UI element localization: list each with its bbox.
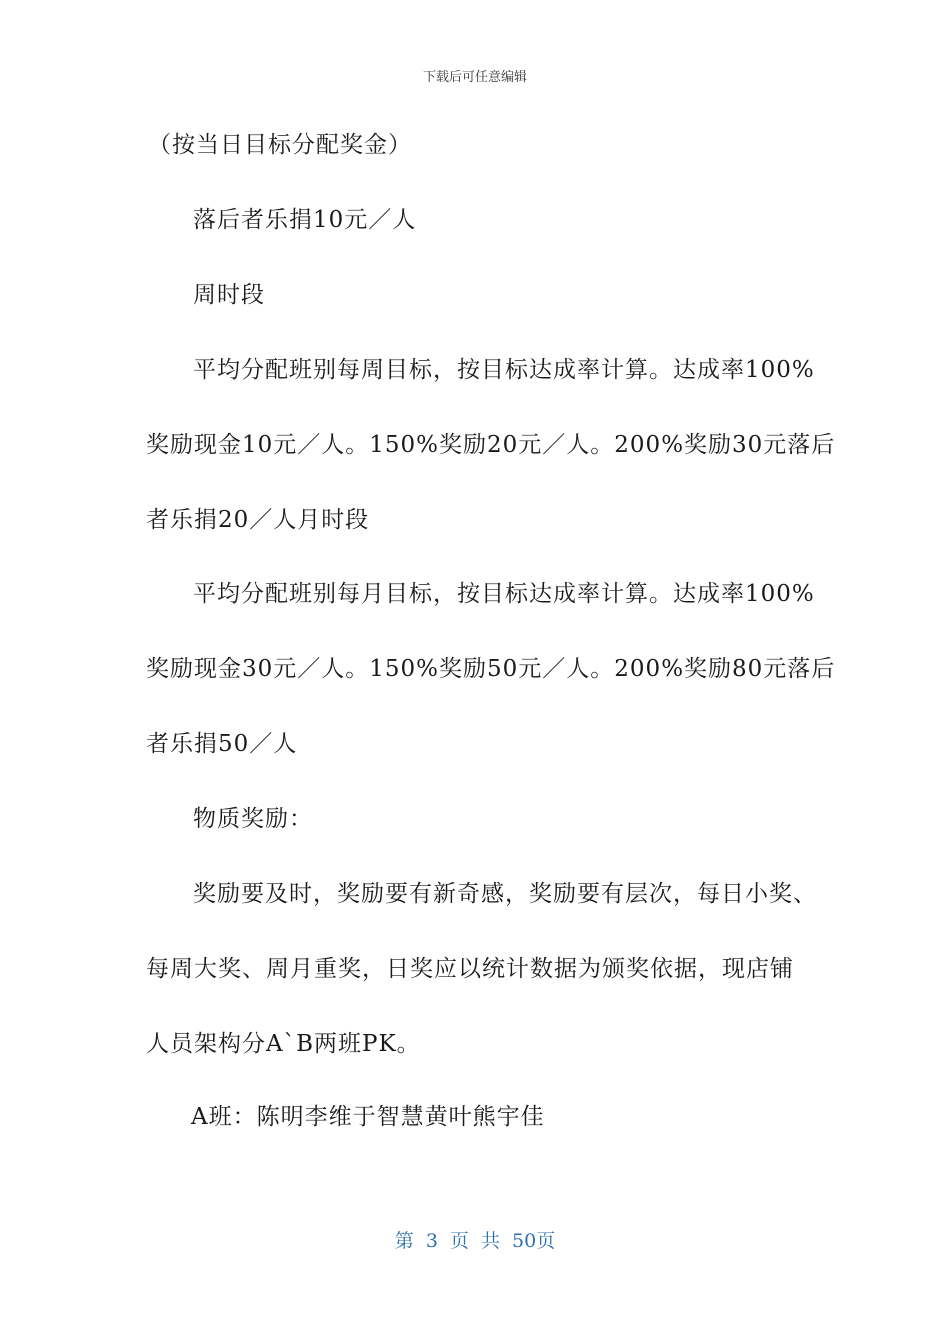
text-line: 人员架构分A`B两班PK。 [146,1031,421,1057]
text-line: （按当日目标分配奖金） [148,132,412,158]
page-number: 第 3 页 共 50页 [394,1230,556,1252]
text-line: A班：陈明李维于智慧黄叶熊宇佳 [191,1104,545,1130]
text-line: 奖励现金30元／人。150%奖励50元／人。200%奖励80元落后 [146,656,836,682]
text-line: 物质奖励： [193,806,313,832]
text-line: 奖励现金10元／人。150%奖励20元／人。200%奖励30元落后 [146,432,836,458]
text-line: 者乐捐50／人 [146,731,298,757]
text-line: 平均分配班别每周目标，按目标达成率计算。达成率100% [193,357,815,383]
text-line: 奖励要及时，奖励要有新奇感，奖励要有层次，每日小奖、 [193,881,817,907]
text-line: 落后者乐捐10元／人 [193,207,417,233]
text-line: 平均分配班别每月目标，按目标达成率计算。达成率100% [193,581,815,607]
text-line: 者乐捐20／人月时段 [146,507,370,533]
text-line: 周时段 [193,282,265,308]
page-header: 下载后可任意编辑 [422,70,527,85]
text-line: 每周大奖、周月重奖，日奖应以统计数据为颁奖依据，现店铺 [146,956,794,982]
